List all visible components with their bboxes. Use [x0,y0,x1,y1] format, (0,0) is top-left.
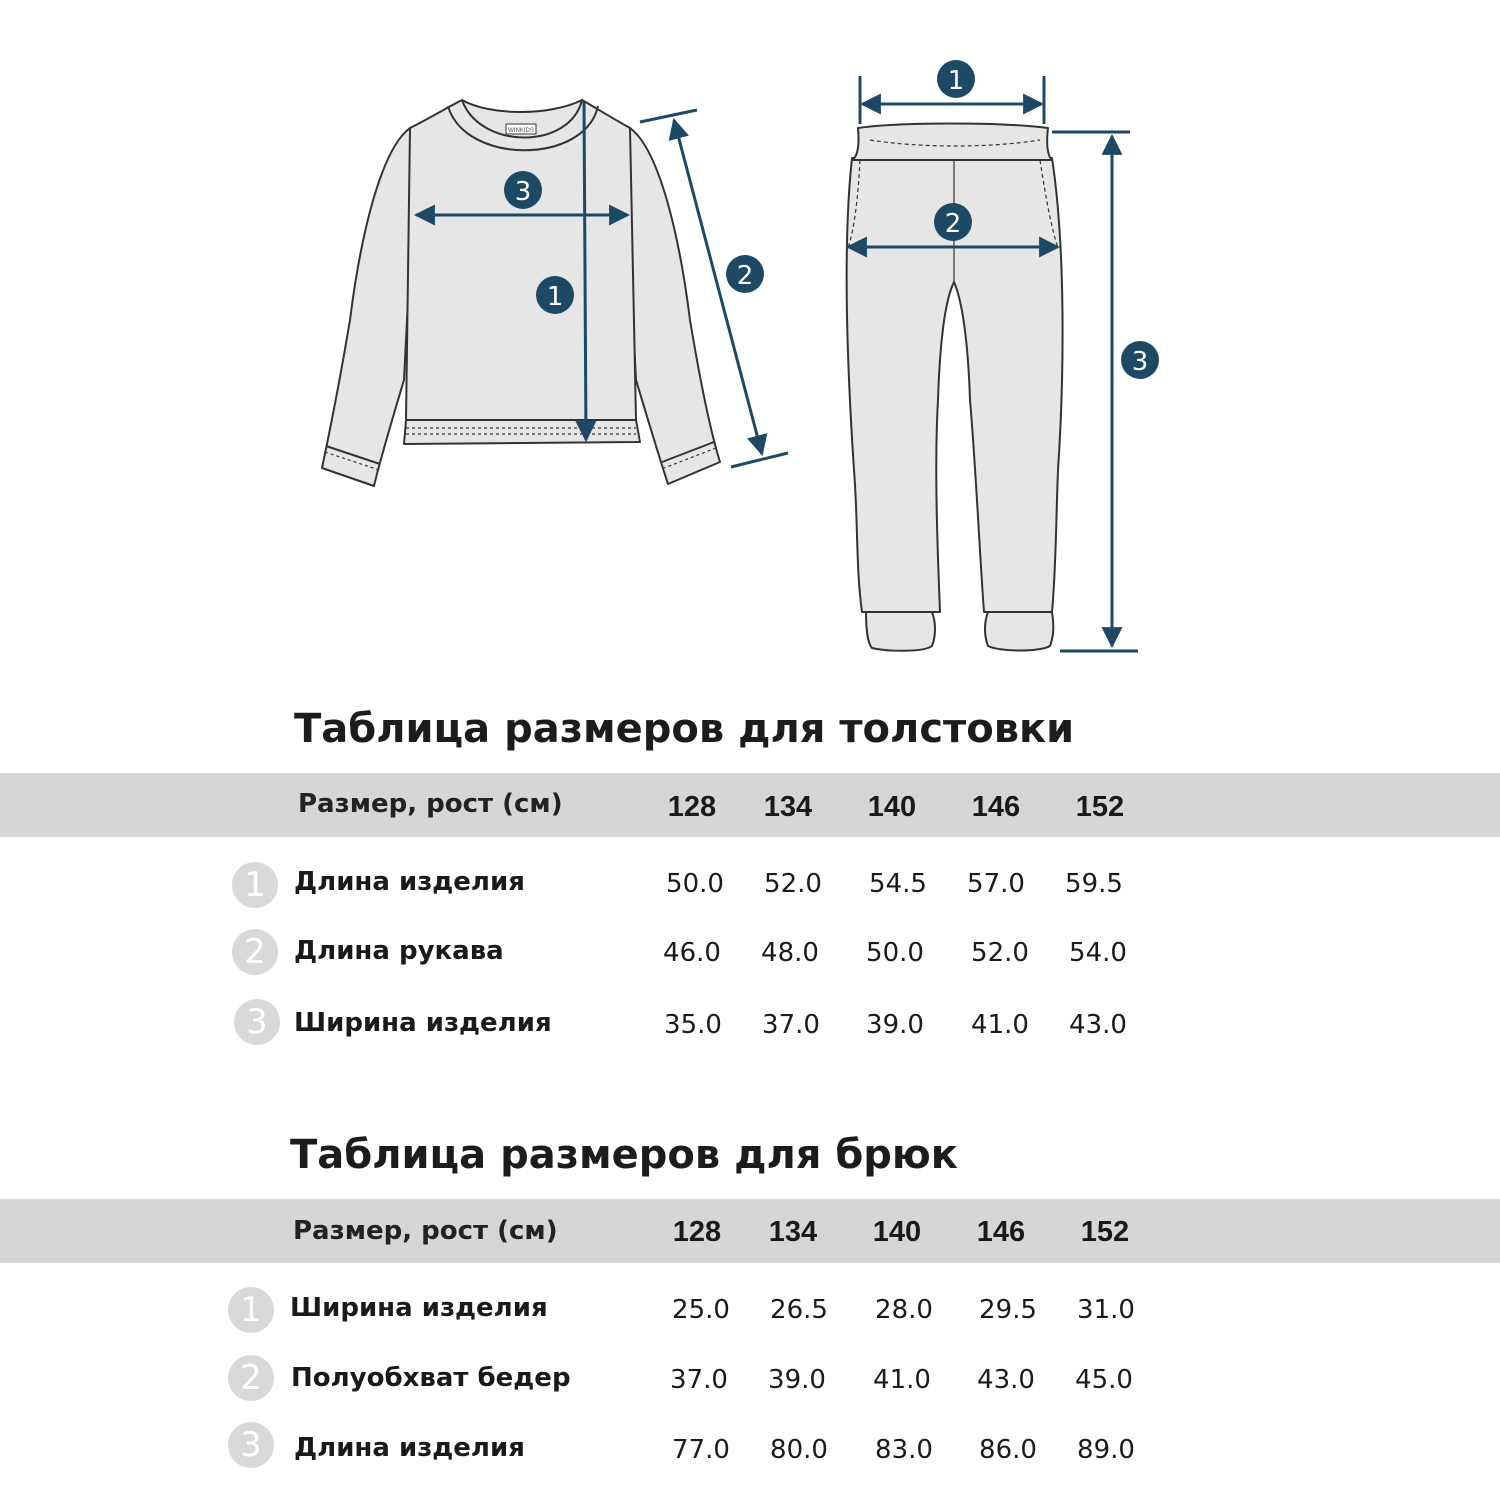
pants-drawing-icon [847,124,1063,651]
row-label: Длина рукава [294,936,504,966]
marker-2: 2 [736,261,754,291]
measurement-illustrations [0,0,1500,680]
size-header-label: Размер, рост (см) [293,1216,558,1246]
size-col-header: 146 [976,1216,1026,1248]
row-label: Длина изделия [294,867,525,897]
table-cell: 77.0 [672,1435,730,1465]
table-cell: 31.0 [1077,1295,1135,1325]
table-cell: 54.5 [869,869,927,899]
table-cell: 45.0 [1075,1365,1133,1395]
table-cell: 37.0 [670,1365,728,1395]
table-cell: 50.0 [866,938,924,968]
size-col-header: 134 [763,791,813,823]
table-cell: 43.0 [977,1365,1035,1395]
size-header-label: Размер, рост (см) [298,789,563,819]
table-cell: 48.0 [761,938,819,968]
table-cell: 43.0 [1069,1010,1127,1040]
row-number-badge: 3 [234,999,280,1045]
marker-3: 3 [514,177,532,207]
table-cell: 39.0 [768,1365,826,1395]
row-label: Ширина изделия [290,1293,548,1323]
row-number-badge: 2 [228,1355,274,1401]
table-cell: 39.0 [866,1010,924,1040]
neck-label: WINKIDS [508,128,534,134]
marker-2: 2 [944,209,962,239]
row-number-badge: 3 [228,1422,274,1468]
table-cell: 57.0 [967,869,1025,899]
table-cell: 83.0 [875,1435,933,1465]
size-col-header: 140 [867,791,917,823]
size-col-header: 152 [1080,1216,1130,1248]
size-col-header: 140 [872,1216,922,1248]
table-cell: 37.0 [762,1010,820,1040]
size-col-header: 152 [1075,791,1125,823]
size-col-header: 134 [768,1216,818,1248]
table-cell: 52.0 [971,938,1029,968]
row-number-badge: 1 [232,862,278,908]
table-cell: 46.0 [663,938,721,968]
table-cell: 26.5 [770,1295,828,1325]
table-cell: 59.5 [1065,869,1123,899]
table-cell: 41.0 [971,1010,1029,1040]
marker-1: 1 [546,282,564,312]
table-cell: 25.0 [672,1295,730,1325]
sweatshirt-table-title: Таблица размеров для толстовки [294,706,1075,752]
sweatshirt-drawing-icon [322,100,720,486]
table-cell: 54.0 [1069,938,1127,968]
table-cell: 50.0 [666,869,724,899]
size-col-header: 128 [667,791,717,823]
table-cell: 35.0 [664,1010,722,1040]
row-label: Ширина изделия [294,1008,552,1038]
pants-table-header [0,1199,1500,1263]
table-cell: 86.0 [979,1435,1037,1465]
row-label: Полуобхват бедер [291,1363,571,1393]
size-col-header: 128 [672,1216,722,1248]
pants-table-title: Таблица размеров для брюк [290,1132,958,1178]
marker-3: 3 [1131,347,1149,377]
table-cell: 80.0 [770,1435,828,1465]
sweatshirt-table-header [0,773,1500,837]
row-number-badge: 2 [232,929,278,975]
row-number-badge: 1 [228,1287,274,1333]
table-cell: 28.0 [875,1295,933,1325]
table-cell: 52.0 [764,869,822,899]
marker-1: 1 [947,66,965,96]
table-cell: 89.0 [1077,1435,1135,1465]
table-cell: 29.5 [979,1295,1037,1325]
row-label: Длина изделия [294,1433,525,1463]
size-col-header: 146 [971,791,1021,823]
table-cell: 41.0 [873,1365,931,1395]
